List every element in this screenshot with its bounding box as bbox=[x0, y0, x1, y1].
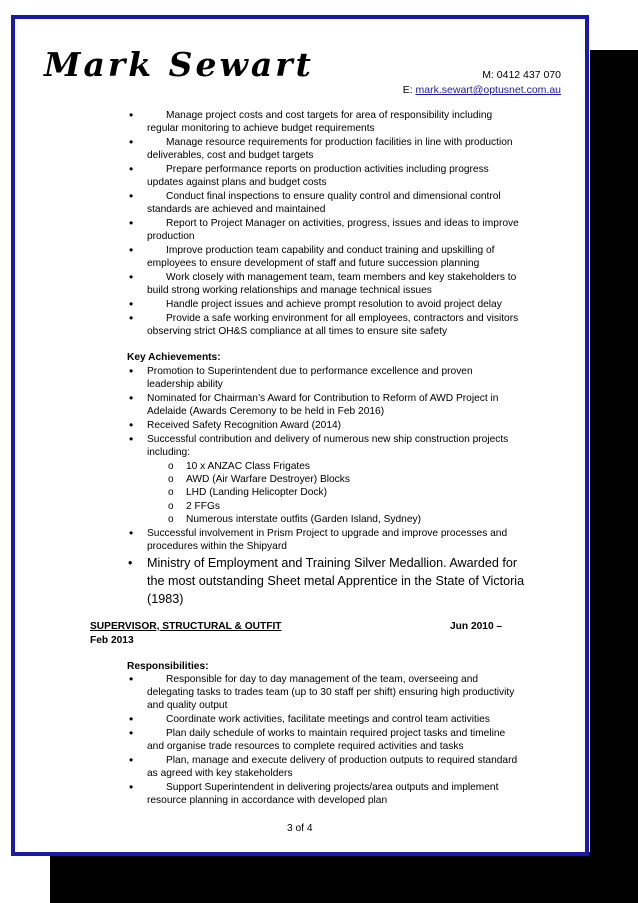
bullet-icon: • bbox=[129, 672, 134, 686]
list-item: Provide a safe working environment for all employees, contractors and visitors bbox=[166, 313, 519, 324]
bullet-icon: • bbox=[129, 108, 134, 122]
list-item: Plan, manage and execute delivery of production outputs to required standard bbox=[166, 755, 518, 766]
list-item: Coordinate work activities, facilitate meetings and control team activities bbox=[166, 714, 490, 725]
achievement-item: Promotion to Superintendent due to performance excellence and proven bbox=[147, 366, 473, 377]
achievement-item: Successful involvement in Prism Project to upgrade and improve processes and bbox=[147, 528, 508, 539]
bullet-icon: • bbox=[129, 526, 134, 540]
achievement-item: procedures within the Shipyard bbox=[147, 541, 287, 552]
list-item: Support Superintendent in delivering projects/area outputs and implement bbox=[166, 782, 499, 793]
responsibilities-heading: Responsibilities: bbox=[127, 661, 209, 672]
achievements-heading: Key Achievements: bbox=[127, 352, 221, 363]
achievement-item: Nominated for Chairman’s Award for Contribution to Reform of AWD Project in bbox=[147, 393, 499, 404]
list-item: production bbox=[147, 231, 195, 242]
list-item: standards are achieved and maintained bbox=[147, 204, 326, 215]
achievement-item: leadership ability bbox=[147, 379, 223, 390]
list-item: regular monitoring to achieve budget requirements bbox=[147, 123, 375, 134]
sub-list-item: Numerous interstate outfits (Garden Island, Sydney) bbox=[186, 514, 421, 525]
bullet-icon: • bbox=[129, 135, 134, 149]
list-item: Prepare performance reports on production activities including progress bbox=[166, 164, 489, 175]
list-item: delegating tasks to trades team (up to 30 staff per shift) ensuring high productivity bbox=[147, 687, 515, 698]
bullet-icon: • bbox=[129, 432, 134, 446]
sub-list-item: AWD (Air Warfare Destroyer) Blocks bbox=[186, 474, 350, 485]
bullet-icon: • bbox=[129, 780, 134, 794]
sub-bullet-icon: o bbox=[168, 487, 174, 498]
role-date-end: Feb 2013 bbox=[90, 635, 134, 646]
list-item: Plan daily schedule of works to maintain required project tasks and timeline bbox=[166, 728, 506, 739]
mobile-number: M: 0412 437 070 bbox=[482, 69, 561, 81]
list-item: Manage resource requirements for production facilities in line with production bbox=[166, 137, 513, 148]
bullet-icon: • bbox=[129, 297, 134, 311]
email-line bbox=[403, 83, 561, 98]
list-item: build strong working relationships and manage technical issues bbox=[147, 285, 432, 296]
bullet-icon: • bbox=[129, 418, 134, 432]
page-number: 3 of 4 bbox=[287, 823, 313, 834]
sub-list-item: 2 FFGs bbox=[186, 501, 220, 512]
email-link[interactable]: mark.sewart@optusnet.com.au bbox=[415, 84, 561, 96]
list-item: Responsible for day to day management of the team, overseeing and bbox=[166, 674, 479, 685]
achievement-item: including: bbox=[147, 447, 191, 458]
list-item: Work closely with management team, team members and key stakeholders to bbox=[166, 272, 517, 283]
bullet-icon: • bbox=[129, 753, 134, 767]
list-item: Conduct final inspections to ensure quality control and dimensional control bbox=[166, 191, 501, 202]
bullet-icon: • bbox=[129, 391, 134, 405]
resume-name: Mark Sewart bbox=[44, 45, 314, 84]
email-prefix: E: bbox=[402, 84, 416, 96]
list-item: Improve production team capability and conduct training and upskilling of bbox=[166, 245, 495, 256]
sub-list-item: 10 x ANZAC Class Frigates bbox=[186, 461, 310, 472]
bullet-icon: • bbox=[129, 364, 134, 378]
bullet-icon: • bbox=[129, 270, 134, 284]
sub-list-item: LHD (Landing Helicopter Dock) bbox=[186, 487, 327, 498]
achievement-item: Received Safety Recognition Award (2014) bbox=[147, 420, 342, 431]
bullet-icon: • bbox=[129, 311, 134, 325]
sub-bullet-icon: o bbox=[168, 501, 174, 512]
page-shadow-right bbox=[590, 50, 638, 903]
list-item: as agreed with key stakeholders bbox=[147, 768, 293, 779]
contact-block bbox=[403, 68, 561, 98]
bullet-icon: • bbox=[129, 712, 134, 726]
sub-bullet-icon: o bbox=[168, 461, 174, 472]
list-item: Report to Project Manager on activities, progress, issues and ideas to improve bbox=[166, 218, 519, 229]
list-item: Manage project costs and cost targets for area of responsibility including bbox=[166, 110, 493, 121]
list-item: updates against plans and budget costs bbox=[147, 177, 327, 188]
role-date-start: Jun 2010 – bbox=[450, 621, 503, 632]
page-shadow-bottom bbox=[50, 852, 638, 903]
bullet-icon: • bbox=[129, 243, 134, 257]
bullet-icon: • bbox=[129, 162, 134, 176]
list-item: and organise trade resources to complete required activities and tasks bbox=[147, 741, 464, 752]
list-item: deliverables, cost and budget targets bbox=[147, 150, 314, 161]
list-item: and quality output bbox=[147, 700, 228, 711]
bullet-icon: • bbox=[129, 189, 134, 203]
list-item: Handle project issues and achieve prompt resolution to avoid project delay bbox=[166, 299, 502, 310]
achievement-item: (1983) bbox=[147, 592, 184, 606]
achievement-item: Adelaide (Awards Ceremony to be held in Feb 2016) bbox=[147, 406, 385, 417]
achievement-item: Successful contribution and delivery of numerous new ship construction projects bbox=[147, 434, 509, 445]
achievement-item: Ministry of Employment and Training Silver Medallion. Awarded for bbox=[147, 556, 518, 570]
bullet-icon: • bbox=[129, 726, 134, 740]
list-item: employees to ensure development of staff and future succession planning bbox=[147, 258, 480, 269]
sub-bullet-icon: o bbox=[168, 514, 174, 525]
bullet-icon: • bbox=[129, 216, 134, 230]
list-item: observing strict OH&S compliance at all times to ensure site safety bbox=[147, 326, 448, 337]
list-item: resource planning in accordance with developed plan bbox=[147, 795, 388, 806]
bullet-icon: • bbox=[128, 556, 133, 570]
sub-bullet-icon: o bbox=[168, 474, 174, 485]
role-title: SUPERVISOR, STRUCTURAL & OUTFIT bbox=[90, 621, 282, 632]
achievement-item: the most outstanding Sheet metal Apprentice in the State of Victoria bbox=[147, 574, 525, 588]
